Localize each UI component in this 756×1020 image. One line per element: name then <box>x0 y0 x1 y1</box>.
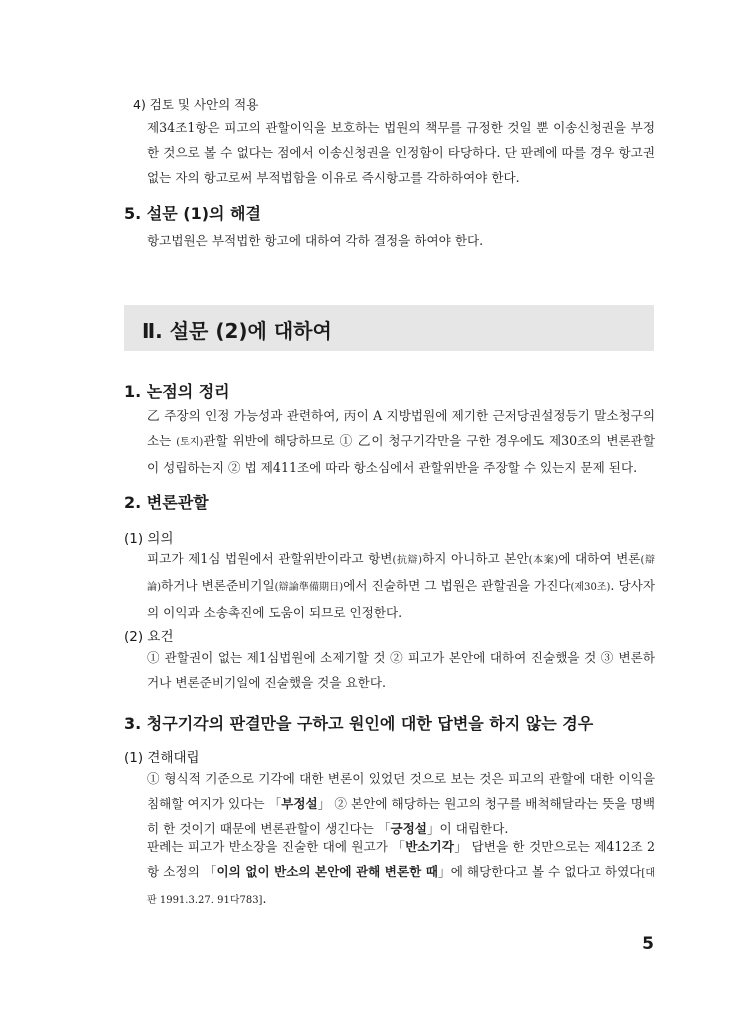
paragraph-views <box>147 766 655 841</box>
text-span-bold: 반소기각 <box>405 839 454 854</box>
text-span-small: (抗辯) <box>392 555 423 566</box>
text-span: 」 답변을 한 것만으로는 제412조 2항 소정의 「 <box>147 839 655 879</box>
paragraph-precedent <box>147 834 655 913</box>
text-span: 에서 진술하면 그 법원은 관할권을 가진다 <box>343 578 571 593</box>
text-span-small: (토지) <box>176 437 204 448</box>
text-span: 」이 대립한다. <box>426 821 509 836</box>
text-span: 관할 위반에 해당하므로 ① 乙이 청구기각만을 구한 경우에도 제30조의 변론관할이 성립하는지 ② 법 제411조에 따라 항소심에서 관할위반을 주장할 수 있는지 문제 된다. <box>147 433 655 475</box>
text-span: . <box>262 891 267 906</box>
text-span: 하거나 변론준비기일 <box>161 578 275 593</box>
text-span: 」 ② 본안에 해당하는 원고의 청구를 배척해달라는 뜻을 명백히 한 것이기 때문에 변론관할이 생긴다는 「 <box>147 796 655 836</box>
text-span-small: (제30조) <box>570 582 611 593</box>
paragraph-issues <box>147 403 655 480</box>
heading-5-resolution: 5. 설문 (1)의 해결 <box>124 204 261 223</box>
paragraph-review: 제34조1항은 피고의 관할이익을 보호하는 법원의 책무를 규정한 것일 뿐 이송신청권을 부정한 것으로 볼 수 없다는 점에서 이송신청권을 인정함이 타당하다. 단 판례에 따를 경우 항고권 없는 자의 항고로써 부적법함을 이유로 즉시항고를 각하하여야 한다. <box>147 120 655 185</box>
section-bar <box>124 305 654 351</box>
text-span: 에 대하여 변론 <box>558 551 641 566</box>
text-span-small: (辯論準備期日) <box>274 582 344 593</box>
text-span: 판례는 피고가 반소장을 진술한 대에 원고가 「 <box>147 839 406 854</box>
paragraph-requirements: ① 관할권이 없는 제1심법원에 소제기할 것 ② 피고가 본안에 대하여 진술했을 것 ③ 변론하거나 변론준비기일에 진술했을 것을 요한다. <box>147 650 655 690</box>
heading-3-claim-dismissal: 3. 청구기각의 판결만을 구하고 원인에 대한 답변을 하지 않는 경우 <box>124 714 594 733</box>
text-span-bold: 부정설 <box>281 796 318 811</box>
page-number: 5 <box>642 934 654 954</box>
text-span: 하지 아니하고 본안 <box>422 551 529 566</box>
text-span: 」에 해당한다고 볼 수 없다고 하였다 <box>437 864 642 879</box>
text-span-bold: 긍정설 <box>390 821 427 836</box>
text-span-bold: 이의 없이 반소의 본안에 관해 변론한 때 <box>216 864 438 879</box>
heading-opposing-views: (1) 견해대립 <box>124 750 200 766</box>
text-span: . 당사자의 이익과 소송촉진에 도움이 되므로 인정한다. <box>147 578 655 620</box>
paragraph-resolution: 항고법원은 부적법한 항고에 대하여 각하 결정을 하여야 한다. <box>147 233 484 248</box>
heading-requirements: (2) 요건 <box>124 629 174 645</box>
text-span: ① 형식적 기준으로 기각에 대한 변론이 있었던 것으로 보는 것은 피고의 관할에 대한 이익을 침해할 여지가 있다는 「 <box>147 771 655 811</box>
subsection-heading-4: 4) 검토 및 사안의 적용 <box>133 97 259 112</box>
text-span-small: (辯論) <box>147 555 655 593</box>
heading-1-issues: 1. 논점의 정리 <box>124 382 230 401</box>
text-span: 乙 주장의 인정 가능성과 관련하여, 丙이 A 지방법원에 제기한 근저당권설정등기 말소청구의 소는 <box>147 408 655 448</box>
text-span-small: [대판 1991.3.27. 91다783] <box>147 868 655 906</box>
heading-2-pleading-jurisdiction: 2. 변론관할 <box>124 493 209 512</box>
section-title: Ⅱ. 설문 (2)에 대하여 <box>142 319 332 343</box>
text-span: 피고가 제1심 법원에서 관할위반이라고 항변 <box>147 551 393 566</box>
text-span-small: (本案) <box>528 555 559 566</box>
heading-meaning: (1) 의의 <box>124 531 174 547</box>
paragraph-meaning <box>147 546 655 625</box>
